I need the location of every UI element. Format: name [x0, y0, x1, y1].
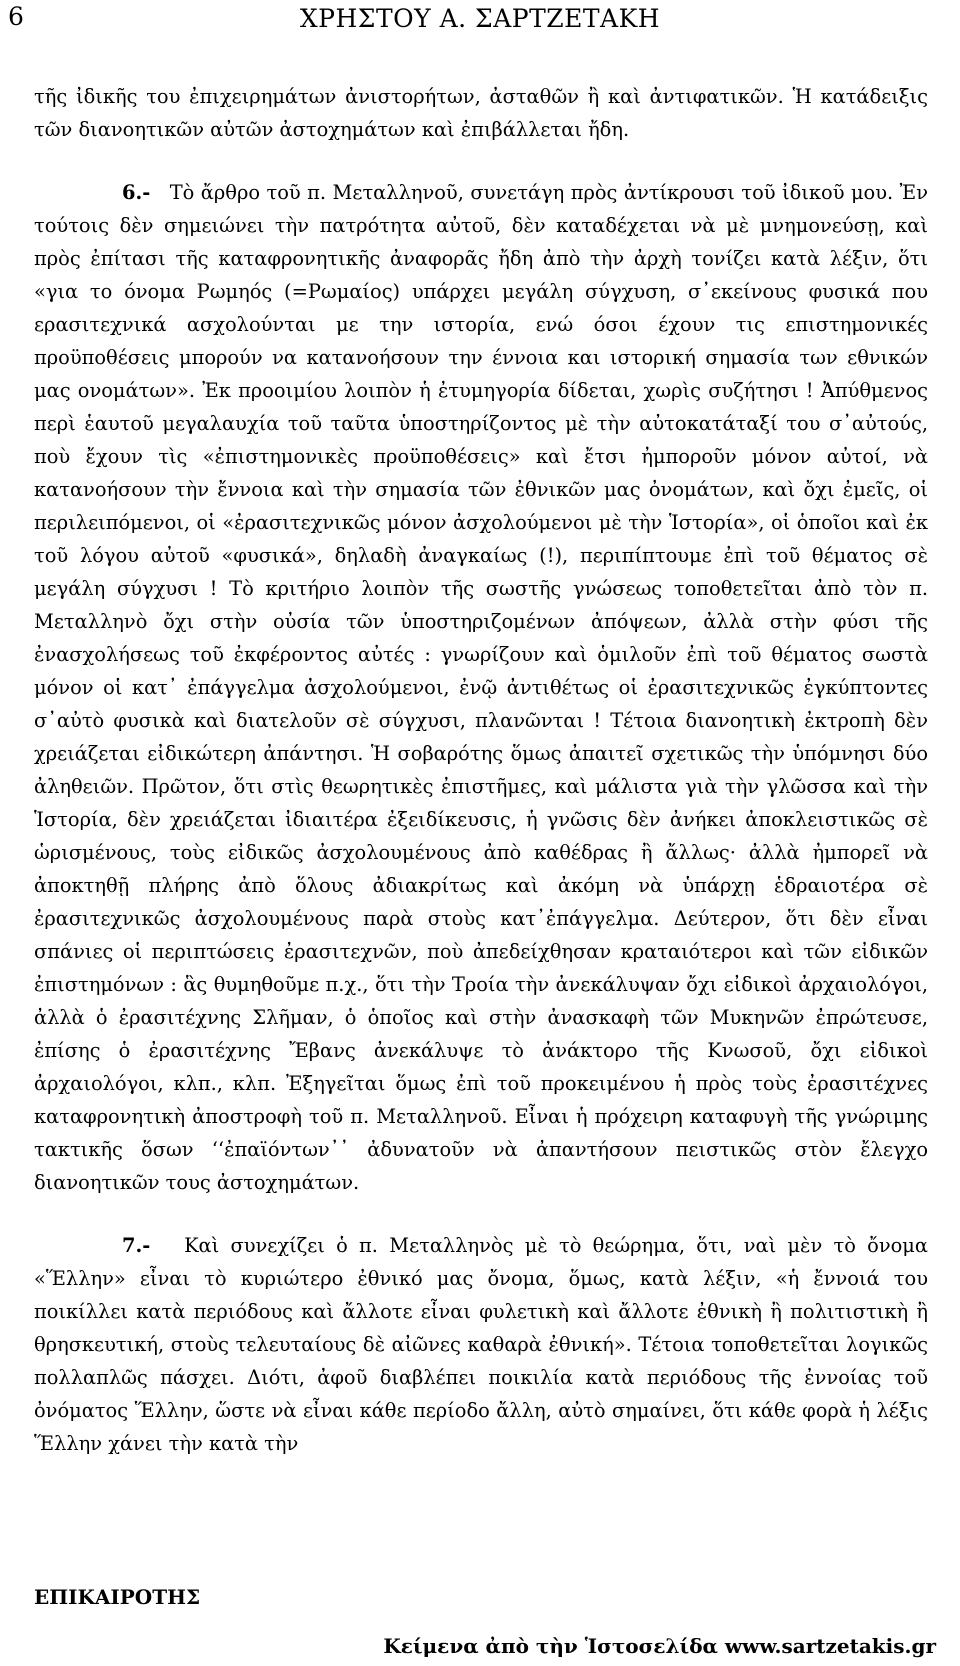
page-number: 6	[8, 2, 24, 31]
paragraph-number-6: 6.-	[122, 181, 151, 204]
footer-publication: ΕΠΙΚΑΙΡΟΤΗΣ	[34, 1585, 201, 1609]
paragraph-6	[34, 176, 928, 1199]
running-head: ΧΡΗΣΤΟΥ Α. ΣΑΡΤΖΕΤΑΚΗ	[299, 4, 661, 33]
paragraph-continued: τῆς ἰδικῆς του ἐπιχειρημάτων ἀνιστορήτων, ἀσταθῶν ἢ καὶ ἀντιφατικῶν. Ἡ κατάδειξις τῶν διανοητικῶν αὐτῶν ἀστοχημάτων καὶ ἐπιβάλλεται ἤδη.	[34, 85, 928, 141]
footer-source: Κείμενα ἀπὸ τὴν Ἱστοσελίδα www.sartzetakis.gr	[383, 1634, 936, 1658]
paragraph-number-7: 7.-	[122, 1234, 151, 1257]
paragraph-7	[34, 1229, 928, 1460]
paragraph-7-text: Καὶ συνεχίζει ὁ π. Μεταλληνὸς μὲ τὸ θεώρημα, ὅτι, ναὶ μὲν τὸ ὄνομα «Ἕλλην» εἶναι τὸ κυριώτερο ἐθνικό μας ὄνομα, ὅμως, κατὰ λέξιν, «ἡ ἔννοιά του ποικίλλει κατὰ περιόδους καὶ ἄλλοτε εἶναι φυλετικὴ καὶ ἄλλοτε ἐθνικὴ ἢ πολιτιστικὴ ἢ θρησκευτική, στοὺς τελευταίους δὲ αἰῶνες καθαρὰ ἐθνική». Τέτοια τοποθετεῖται λογικῶς πολλαπλῶς πάσχει. Διότι, ἀφοῦ διαβλέπει ποικιλία κατὰ περιόδους τῆς ἐννοίας τοῦ ὀνόματος Ἕλλην, ὥστε νὰ εἶναι κάθε περίοδο ἄλλη, αὐτὸ σημαίνει, ὅτι κάθε φορὰ ἡ λέξις Ἕλλην χάνει τὴν κατὰ τὴν	[34, 1234, 928, 1455]
paragraph-6-text: Τὸ ἄρθρο τοῦ π. Μεταλληνοῦ, συνετάγη πρὸς ἀντίκρουσι τοῦ ἰδικοῦ μου. Ἐν τούτοις δὲν σημειώνει τὴν πατρότητα αὐτοῦ, δὲν καταδέχεται νὰ μὲ μνημονεύσῃ, καὶ πρὸς ἐπίτασι τῆς καταφρονητικῆς ἀναφορᾶς ἤδη ἀπὸ τὴν ἀρχὴ τονίζει κατὰ λέξιν, ὅτι «για το όνομα Ρωμηός (=Ρωμαίος) υπάρχει μεγάλη σύγχυση, σ᾽εκείνους φυσικά που ερασιτεχνικά ασχολούνται με την ιστορία, ενώ όσοι έχουν τις επιστημονικές προϋποθέσεις μπορούν να κατανοήσουν την έννοια και ιστορική σημασία των εθνικών μας ονομάτων». Ἐκ προοιμίου λοιπὸν ἡ ἐτυμηγορία δίδεται, χωρὶς συζήτησι ! Ἀπύθμενος περὶ ἑαυτοῦ μεγαλαυχία τοῦ ταῦτα ὑποστηρίζοντος μὲ τὴν αὐτοκατάταξί του σ᾽αὐτούς, ποὺ ἔχουν τὶς «ἐπιστημονικὲς προϋποθέσεις» καὶ ἔτσι ἠμποροῦν μόνον αὐτοί, νὰ κατανοήσουν τὴν ἔννοια καὶ τὴν σημασία τῶν ἐθνικῶν μας ὀνομάτων, καὶ ὄχι ἐμεῖς, οἱ περιλειπόμενοι, οἱ «ἐρασιτεχνικῶς μόνον ἀσχολούμενοι μὲ τὴν Ἱστορία», οἱ ὁποῖοι καὶ ἐκ τοῦ λόγου αὐτοῦ «φυσικά», δηλαδὴ ἀναγκαίως (!), περιπίπτουμε ἐπὶ τοῦ θέματος σὲ μεγάλη σύγχυσι ! Τὸ κριτήριο λοιπὸν τῆς σωστῆς γνώσεως τοποθετεῖται ἀπὸ τὸν π. Μεταλληνὸ ὄχι στὴν οὐσία τῶν ὑποστηριζομένων ἀπόψεων, ἀλλὰ στὴν φύσι τῆς ἐνασχολήσεως τοῦ ἐκφέροντος αὐτές : γνωρίζουν καὶ ὁμιλοῦν ἐπὶ τοῦ θέματος σωστὰ μόνον οἱ κατ᾽ ἐπάγγελμα ἀσχολούμενοι, ἐνῷ ἀντιθέτως οἱ ἐρασιτεχνικῶς ἐγκύπτοντες σ᾽αὐτὸ φυσικὰ καὶ διατελοῦν σὲ σύγχυσι, πλανῶνται ! Τέτοια διανοητικὴ ἐκτροπὴ δὲν χρειάζεται εἰδικώτερη ἀπάντησι. Ἡ σοβαρότης ὅμως ἀπαιτεῖ σχετικῶς τὴν ὑπόμνησι δύο ἀληθειῶν. Πρῶτον, ὅτι στὶς θεωρητικὲς ἐπιστῆμες, καὶ μάλιστα γιὰ τὴν γλῶσσα καὶ τὴν Ἱστορία, δὲν χρειάζεται ἰδιαιτέρα ἐξειδίκευσις, ἡ γνῶσις δὲν ἀνήκει ἀποκλειστικῶς σὲ ὡρισμένους, τοὺς εἰδικῶς ἀσχολουμένους ἀπὸ καθέδρας ἢ ἄλλως· ἀλλὰ ἠμπορεῖ νὰ ἀποκτηθῇ πλήρης ἀπὸ ὅλους ἀδιακρίτως καὶ ἀκόμη νὰ ὑπάρχῃ ἑδραιοτέρα σὲ ἐρασιτεχνικῶς ἀσχολουμένους παρὰ στοὺς κατ᾽ἐπάγγελμα. Δεύτερον, ὅτι δὲν εἶναι σπάνιες οἱ περιπτώσεις ἐρασιτεχνῶν, ποὺ ἀπεδείχθησαν κραταιότεροι καὶ τῶν εἰδικῶν ἐπιστημόνων : ἃς θυμηθοῦμε π.χ., ὅτι τὴν Τροία τὴν ἀνεκάλυψαν ὄχι εἰδικοὶ ἀρχαιολόγοι, ἀλλὰ ὁ ἐρασιτέχνης Σλῆμαν, ὁ ὁποῖος καὶ στὴν ἀνασκαφὴ τῶν Μυκηνῶν ἐπρώτευσε, ἐπίσης ὁ ἐρασιτέχνης Ἔβανς ἀνεκάλυψε τὸ ἀνάκτορο τῆς Κνωσοῦ, ὄχι εἰδικοὶ ἀρχαιολόγοι, κλπ., κλπ. Ἐξηγεῖται ὅμως ἐπὶ τοῦ προκειμένου ἡ πρὸς τοὺς ἐρασιτέχνες καταφρονητικὴ ἀποστροφὴ τοῦ π. Μεταλληνοῦ. Εἶναι ἡ πρόχειρη καταφυγὴ τῆς γνώριμης τακτικῆς ὅσων ‘‘ἐπαϊόντων᾽᾽ ἀδυνατοῦν νὰ ἀπαντήσουν πειστικῶς στὸν ἔλεγχο διανοητικῶν τους ἀστοχημάτων.	[34, 181, 928, 1194]
body-text	[34, 80, 928, 1460]
